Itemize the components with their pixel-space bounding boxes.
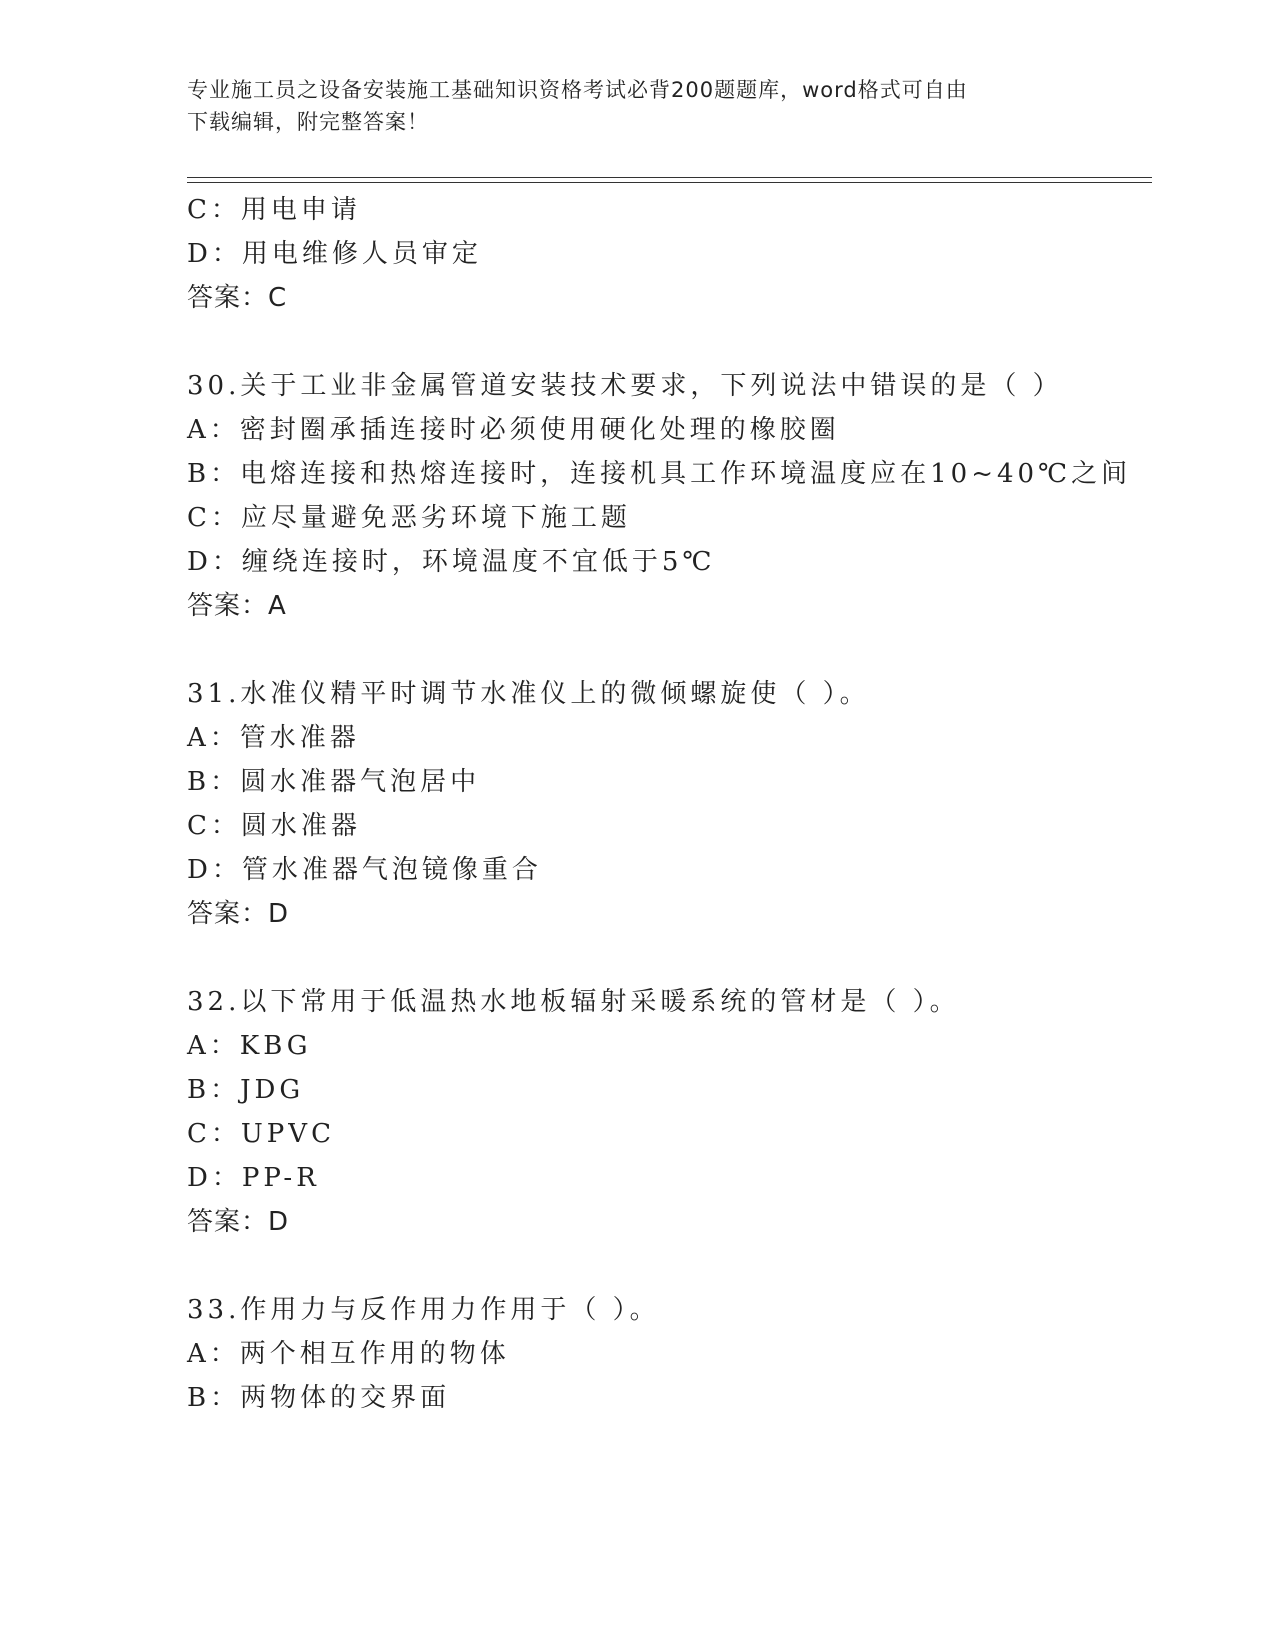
header-rule-bottom	[187, 182, 1152, 183]
question-30-answer: 答案：A	[187, 591, 287, 621]
question-31-option-b: B：圆水准器气泡居中	[187, 767, 481, 797]
question-32-option-c: C：UPVC	[187, 1119, 335, 1149]
question-33-option-a: A：两个相互作用的物体	[187, 1339, 510, 1369]
prev-answer: 答案：C	[187, 283, 288, 313]
question-32-option-d: D：PP-R	[187, 1163, 320, 1193]
question-30-option-a: A：密封圈承插连接时必须使用硬化处理的橡胶圈	[187, 415, 840, 445]
document-header	[187, 74, 1067, 138]
question-30-option-b: B：电熔连接和热熔连接时，连接机具工作环境温度应在10~40℃之间	[187, 459, 1132, 489]
question-33-option-b: B：两物体的交界面	[187, 1383, 451, 1413]
question-31-option-a: A：管水准器	[187, 723, 360, 753]
question-30-stem: 30.关于工业非金属管道安装技术要求，下列说法中错误的是（ ）	[187, 371, 1063, 401]
header-line-1: 专业施工员之设备安装施工基础知识资格考试必背200题题库，word格式可自由	[187, 78, 968, 102]
question-31-option-c: C：圆水准器	[187, 811, 361, 841]
question-31-answer: 答案：D	[187, 899, 290, 929]
question-32-option-b: B：JDG	[187, 1075, 305, 1105]
question-33-stem: 33.作用力与反作用力作用于（ ）。	[187, 1295, 660, 1325]
header-rule-top	[187, 177, 1152, 178]
question-30-option-c: C：应尽量避免恶劣环境下施工题	[187, 503, 631, 533]
question-32-stem: 32.以下常用于低温热水地板辐射采暖系统的管材是（ ）。	[187, 987, 960, 1017]
question-32-answer: 答案：D	[187, 1207, 290, 1237]
question-30-option-d: D：缠绕连接时，环境温度不宜低于5℃	[187, 547, 716, 577]
prev-option-c: C：用电申请	[187, 195, 361, 225]
header-line-2: 下载编辑，附完整答案！	[187, 110, 429, 134]
question-31-stem: 31.水准仪精平时调节水准仪上的微倾螺旋使（ ）。	[187, 679, 870, 709]
question-32-option-a: A：KBG	[187, 1031, 312, 1061]
prev-option-d: D：用电维修人员审定	[187, 239, 482, 269]
question-31-option-d: D：管水准器气泡镜像重合	[187, 855, 542, 885]
